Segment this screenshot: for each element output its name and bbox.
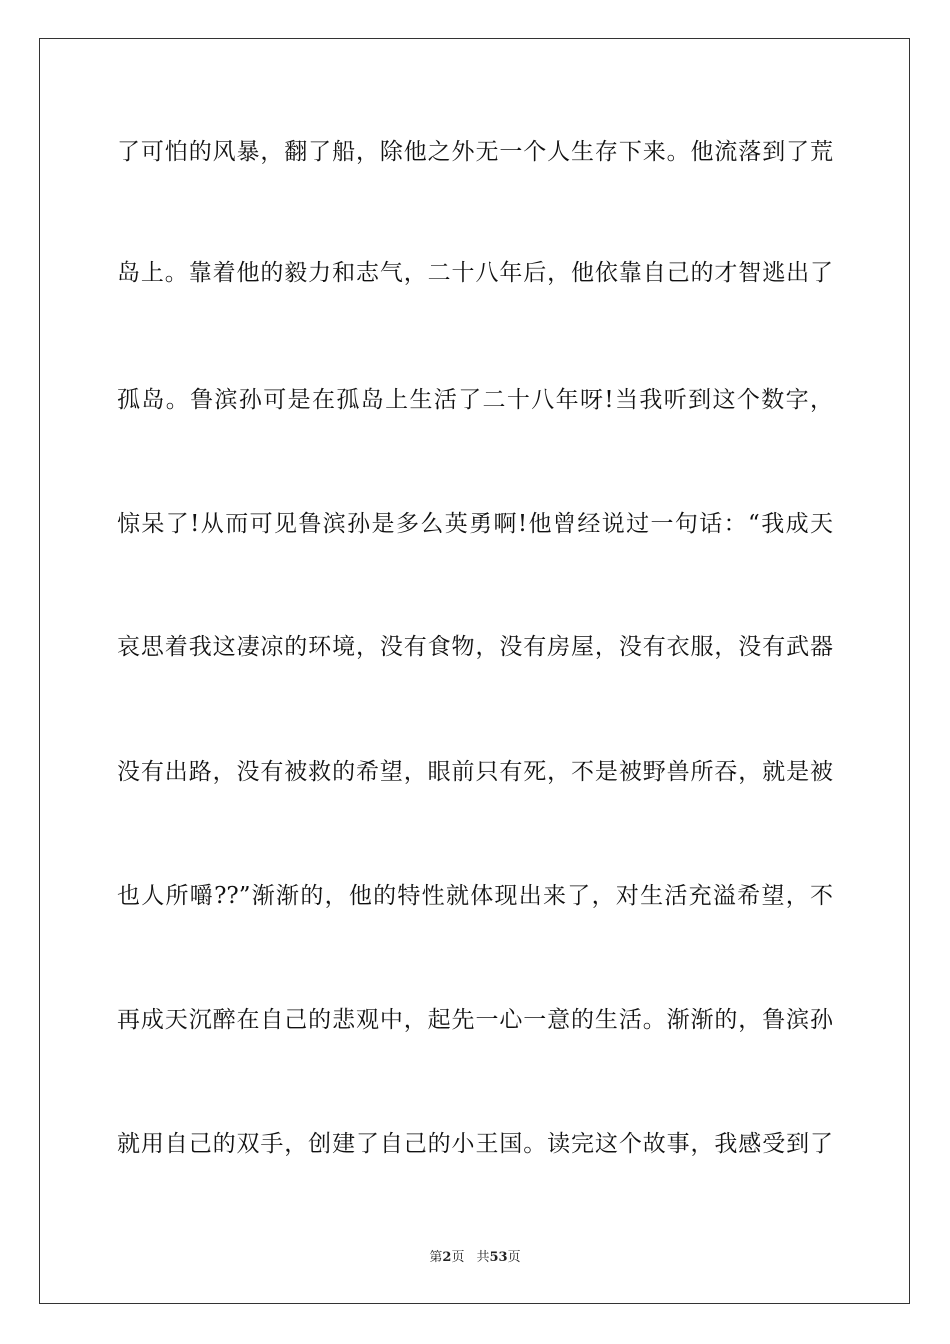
text-line: 哀思着我这凄凉的环境，没有食物，没有房屋，没有衣服，没有武器 [117,634,833,660]
footer-page-prefix: 第 [429,1250,443,1265]
footer-total-pages: 53 [489,1250,508,1265]
text-line: 惊呆了!从而可见鲁滨孙是多么英勇啊!他曾经说过一句话：“我成天 [117,511,833,537]
footer-page-number: 2 [442,1250,452,1265]
text-line: 也人所嚼??”渐渐的，他的特性就体现出来了，对生活充溢希望，不 [117,883,833,909]
text-line: 岛上。靠着他的毅力和志气，二十八年后，他依靠自己的才智逃出了 [117,260,833,286]
footer-page-suffix: 页 [451,1250,465,1265]
page-footer [0,1246,950,1265]
footer-total-prefix: 共 [476,1250,490,1265]
text-line: 了可怕的风暴，翻了船，除他之外无一个人生存下来。他流落到了荒 [117,139,833,165]
text-line: 孤岛。鲁滨孙可是在孤岛上生活了二十八年呀!当我听到这个数字， [117,387,833,413]
footer-total-suffix: 页 [507,1250,521,1265]
page-border [39,38,910,1304]
text-line: 没有出路，没有被救的希望，眼前只有死，不是被野兽所吞，就是被 [117,759,833,785]
text-line: 就用自己的双手，创建了自己的小王国。读完这个故事，我感受到了 [117,1131,833,1157]
text-line: 再成天沉醉在自己的悲观中，起先一心一意的生活。渐渐的，鲁滨孙 [117,1007,833,1033]
